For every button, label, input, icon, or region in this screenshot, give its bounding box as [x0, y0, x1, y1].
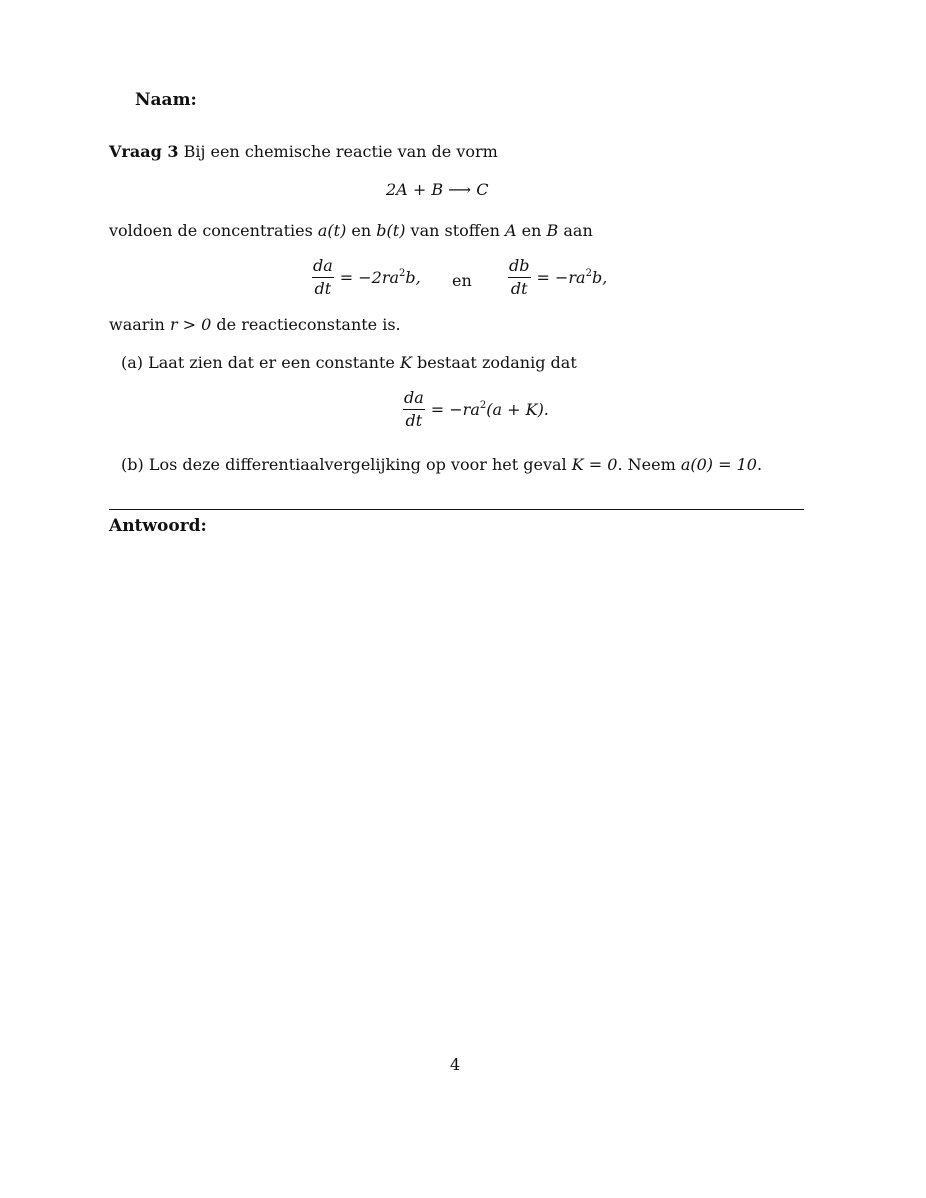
part-a-label: (a)	[121, 353, 144, 372]
a-of-t: a(t)	[317, 221, 347, 240]
fraction-numerator: da	[404, 388, 424, 407]
sentence2-part2: en	[346, 221, 377, 240]
part-a-rhs: = −ra	[430, 400, 480, 419]
name-label: Naam:	[135, 90, 197, 110]
concentrations-sentence	[109, 221, 593, 240]
fraction-numerator: db	[509, 256, 530, 275]
reaction-left: 2A + B	[386, 180, 444, 199]
part-b-text3: .	[756, 455, 763, 474]
fraction-db-dt	[506, 258, 532, 297]
equation-db-dt	[506, 258, 607, 297]
equation-da-dt	[310, 258, 421, 297]
eq2-rhs: = −ra	[536, 268, 586, 287]
eq2-rhs-end: b,	[591, 268, 608, 287]
sentence2-part5: aan	[558, 221, 593, 240]
reaction-constant-sentence	[109, 315, 401, 334]
substance-a: A	[505, 221, 517, 240]
part-a-text1: Laat zien dat er een constante	[148, 353, 400, 372]
eq2-exponent: 2	[585, 268, 592, 279]
separator-rule	[109, 509, 804, 510]
fraction-numerator: da	[313, 256, 333, 275]
part-b-label: (b)	[121, 455, 144, 474]
constant-k: K	[399, 353, 412, 372]
fraction-denominator: dt	[403, 409, 426, 429]
part-a-text	[121, 353, 577, 372]
fraction-denominator: dt	[312, 277, 335, 297]
fraction-da-dt	[310, 258, 336, 297]
question-label: Vraag 3	[109, 142, 179, 161]
part-a-rhs-end: (a + K).	[486, 400, 549, 419]
substance-b: B	[546, 221, 559, 240]
sentence2-part3: van stoffen	[405, 221, 506, 240]
question-intro: Bij een chemische reactie van de vorm	[183, 142, 498, 161]
r-condition: r > 0	[169, 315, 212, 334]
fraction-denominator: dt	[508, 277, 531, 297]
question-intro-line	[109, 142, 498, 161]
sentence2-part4: en	[516, 221, 547, 240]
sentence2-part1: voldoen de concentraties	[109, 221, 318, 240]
page-number: 4	[450, 1055, 461, 1074]
eq1-rhs-end: b,	[405, 268, 421, 287]
sentence3-part1: waarin	[109, 315, 170, 334]
eq1-rhs: = −2ra	[339, 268, 400, 287]
k-condition: K = 0	[571, 455, 618, 474]
answer-label: Antwoord:	[109, 516, 207, 536]
part-b-text	[121, 455, 762, 474]
fraction-da-dt-a	[401, 390, 427, 429]
part-a-exponent: 2	[479, 400, 487, 411]
equation-connector: en	[452, 271, 472, 290]
reaction-right: C	[476, 180, 489, 199]
b-of-t: b(t)	[376, 221, 406, 240]
reaction-arrow: ⟶	[448, 180, 472, 199]
part-b-text1: Los deze differentiaalvergelijking op voor het geval	[148, 455, 572, 474]
reaction-equation	[386, 180, 488, 199]
part-b-text2: . Neem	[617, 455, 681, 474]
eq1-exponent: 2	[399, 268, 406, 279]
sentence3-part2: de reactieconstante is.	[211, 315, 401, 334]
part-a-equation	[401, 390, 549, 429]
part-a-text2: bestaat zodanig dat	[411, 353, 577, 372]
initial-condition: a(0) = 10	[680, 455, 757, 474]
